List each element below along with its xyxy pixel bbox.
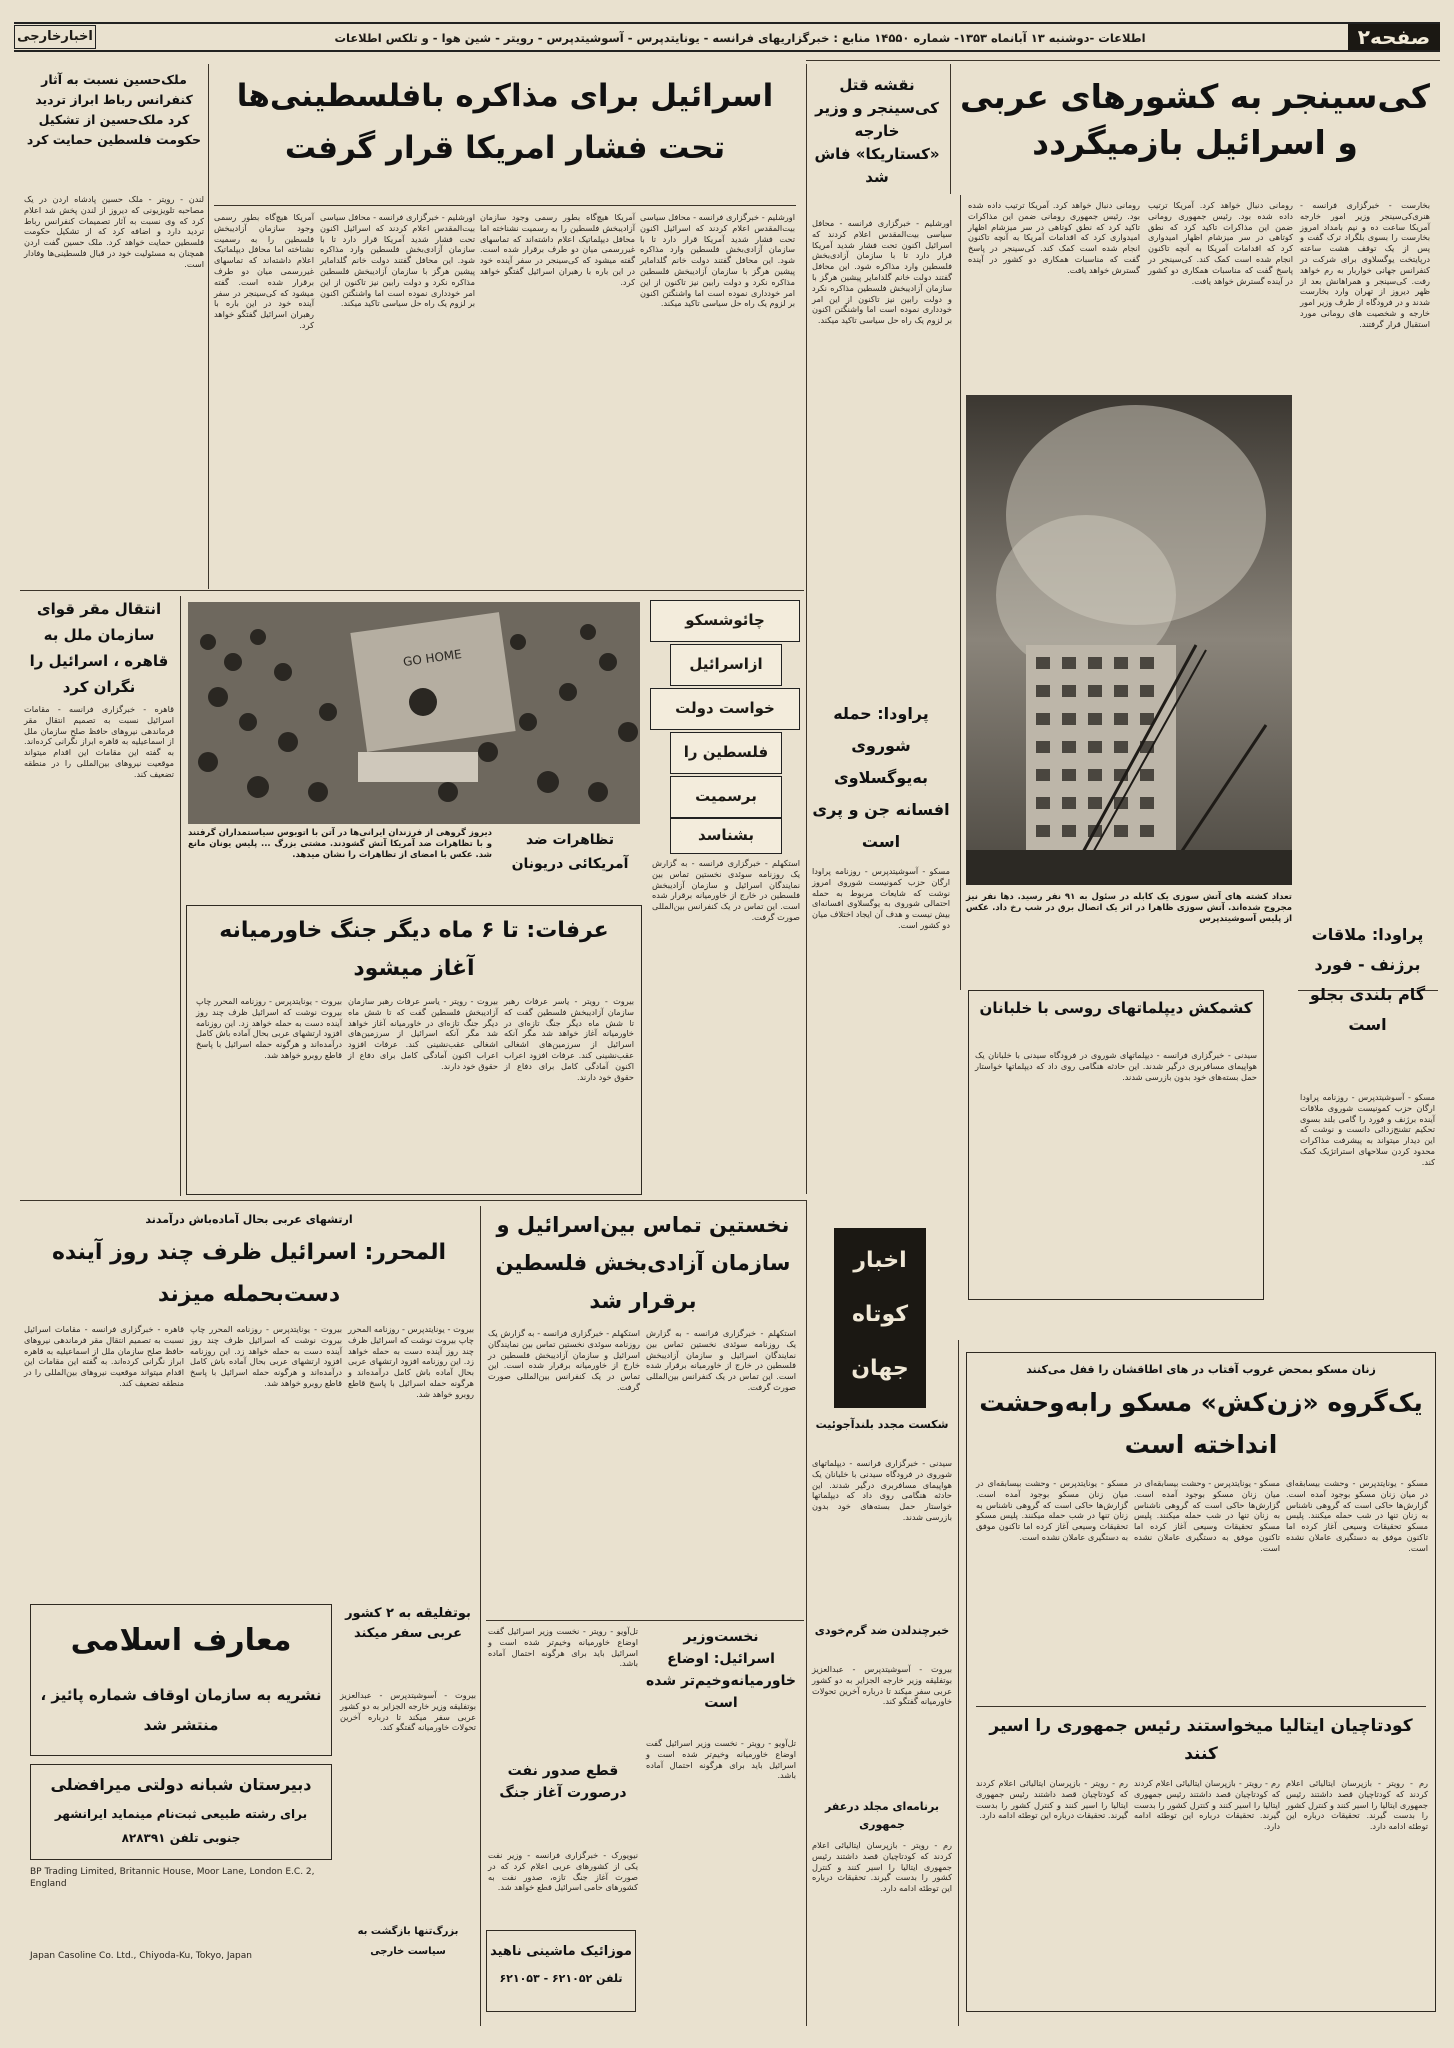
article-first-contact-col-1: استکهلم - خبرگزاری فرانسه - به گزارش یک روزنامه سوئدی نخستین تماس بین نمایندگان اسرائیل و سازمان آزادیبخش فلسطین در خارج از خاورمیانه برقرار شده است. این تماس در یک کنفرانس بین‌المللی صورت گرفت. bbox=[646, 1328, 796, 1392]
article-moscow-col-1: مسکو - یونایتدپرس - وحشت بیسابقه‌ای در میان زنان مسکو بوجود آمده است. گزارش‌ها حاکی است که گروهی ناشناس به زنان تنها در شب حمله میکنند. پلیس مسکو تحقیقات وسیعی آغاز کرده اما تاکنون موفق به دستگیری عاملان نشده است. bbox=[1286, 1478, 1428, 1553]
article-ceausescu: استکهلم - خبرگزاری فرانسه - به گزارش یک روزنامه سوئدی نخستین تماس بین نمایندگان اسرائیل و سازمان آزادیبخش فلسطین در خارج از خاورمیانه برقرار شده است. این تماس در یک کنفرانس بین‌المللی صورت گرفت. bbox=[652, 858, 800, 922]
ceausescu-full-headline bbox=[652, 852, 653, 853]
article-kissinger-col-2: رومانی دنبال خواهد کرد. آمریکا ترتیب داده شده بود. رئیس جمهوری رومانی ضمن این مذاکرات تاکید کرد که نطق کوتاهی در سر میزشام اظهار امیدواری کرد که اقدامات آمریکا به آنچه تاکنون انجام شده است کمک کند. کی‌سینجر در پاسخ گفت که مناسبات همکاری دو کشور در آینده گسترش خواهد یافت. bbox=[1148, 200, 1293, 286]
athens-photo-caption: دیروز گروهی از فرزندان ایرانی‌ها در آتن با اتوبوس سیاستمداران گرفتند و با تظاهرات ضد آمریکا آتش گشودند. مشتی بزرگ ... پلیس یونان مانع شد. عکس با امضای از تظاهرات را نشان میدهد. bbox=[188, 828, 492, 860]
headline-short-news: اخبار کوتاه جهان bbox=[851, 1248, 909, 1381]
fire-photo bbox=[966, 395, 1292, 885]
issue-line: اطلاعات -دوشنبه ۱۳ آبانماه ۱۳۵۳- شماره ۱۴۵۵۰ منابع : خبرگزاریهای فرانسه - یونایتدپرس - آسوشیتدپرس - رویتر - شین هوا - و تلکس اطلاعات bbox=[334, 31, 1146, 45]
short-news-item-3: برنامه‌ای مجلد درعفر جمهوری bbox=[824, 1800, 940, 1831]
article-kissinger-continued bbox=[1270, 1300, 1271, 1301]
ad-music-shop-phone: تلفن ۶۲۱۰۵۲ - ۶۲۱۰۵۳ bbox=[499, 1972, 623, 1985]
article-arafat-col-3: بیروت - یونایتدپرس - روزنامه المحرر چاپ بیروت نوشت که اسرائیل ظرف چند روز آینده دست به حمله خواهد زد. این روزنامه افزود ارتشهای عربی بحال آماده باش کامل درآمده‌اند و هرگونه حمله اسرائیل با پاسخ قاطع روبرو خواهد شد. bbox=[196, 996, 342, 1060]
headline-kissinger: کی‌سینجر به کشورهای عربی و اسرائیل بازمیگردد bbox=[960, 77, 1430, 162]
ad-islamic-subtitle: نشریه به سازمان اوقاف شماره پائیز ، منتشر شد bbox=[40, 1686, 322, 1734]
headline-moscow-women: یک‌گروه «زن‌کش» مسکو رابه‌وحشت انداخته است bbox=[979, 1388, 1423, 1459]
headline-israel-negotiation: اسرائیل برای مذاکره بافلسطینی‌ها تحت فشار امریکا قرار گرفت bbox=[236, 78, 774, 166]
headline-bourguiba: بزرگ‌تنها بازگشت به سیاست خارجی bbox=[357, 1926, 459, 1957]
article-italy-col-3: رم - رویتر - بازپرسان ایتالیائی اعلام کردند که کودتاچیان قصد داشتند رئیس جمهوری ایتالیا را اسیر کنند و کنترل کشور را بدست گیرند. تحقیقات درباره این توطئه ادامه دارد. bbox=[976, 1778, 1128, 1821]
ceausescu-chip-4: فلسطین را bbox=[670, 732, 782, 774]
ad-english-1: BP Trading Limited, Britannic House, Moor Lane, London E.C. 2, England bbox=[30, 1867, 315, 1889]
short-news-body-1: سیدنی - خبرگزاری فرانسه - دیپلماتهای شوروی در فرودگاه سیدنی با خلبانان یک هواپیمای مسافربری درگیر شدند. این حادثه هنگامی روی داد که دیپلماتها خواستار حمل بسته‌های خود بدون بازرسی شدند. bbox=[812, 1458, 952, 1522]
ad-islamic-title: معارف اسلامی bbox=[70, 1623, 292, 1658]
athens-photo bbox=[188, 602, 640, 824]
headline-first-contact: نخستین تماس بین‌اسرائیل و سازمان آزادی‌بخش فلسطین برقرار شد bbox=[495, 1213, 791, 1313]
headline-hussein: ملک‌حسین نسبت به آثار کنفرانس رباط ابراز تردید کرد ملک‌حسین از تشکیل حکومت فلسطین حمایت کرد bbox=[26, 72, 202, 147]
ad-school-title: دبیرستان شبانه دولتی میرافضلی bbox=[50, 1775, 312, 1794]
headline-moscow-kicker: زنان مسکو بمحض غروب آفتاب در های اطاقشان را قفل می‌کنند bbox=[1026, 1363, 1376, 1376]
ceausescu-chip-6: بشناسد bbox=[670, 818, 782, 854]
masthead bbox=[14, 22, 1440, 52]
article-hussein: لندن - رویتر - ملک حسین پادشاه اردن در یک مصاحبه تلویزیونی که دیروز از لندن پخش شد اعلام کرد که وی نسبت به آثار تصمیمات کنفرانس رباط تردید دارد و اضافه کرد که از تشکیل حکومت فلسطین حمایت خواهد کرد. ملک حسین گفت اردن همچنان به مسئولیت خود در قبال فلسطینی‌ها وفادار است. bbox=[24, 194, 204, 269]
article-kissinger-col-3: رومانی دنبال خواهد کرد. آمریکا ترتیب داده شده بود. رئیس جمهوری رومانی ضمن این مذاکرات تاکید کرد که نطق کوتاهی در سر میزشام اظهار امیدواری کرد که اقدامات آمریکا به آنچه تاکنون انجام شده است کمک کند. کی‌سینجر در پاسخ گفت که مناسبات همکاری دو کشور در آینده گسترش خواهد یافت. bbox=[968, 200, 1140, 275]
article-moharrer-col-1: بیروت - یونایتدپرس - روزنامه المحرر چاپ بیروت نوشت که اسرائیل ظرف چند روز آینده دست به حمله خواهد زد. این روزنامه افزود ارتشهای عربی بحال آماده باش کامل درآمده‌اند و هرگونه حمله اسرائیل با پاسخ قاطع روبرو خواهد شد. bbox=[348, 1324, 474, 1399]
article-moscow-col-3: مسکو - یونایتدپرس - وحشت بیسابقه‌ای در میان زنان مسکو بوجود آمده است. گزارش‌ها حاکی است که گروهی ناشناس به زنان تنها در شب حمله میکنند. پلیس مسکو تحقیقات وسیعی آغاز کرده اما تاکنون موفق به دستگیری عاملان نشده است. bbox=[976, 1478, 1128, 1542]
headline-bouteflika: بوتفلیقه به ۲ کشور عربی سفر میکند bbox=[345, 1606, 471, 1641]
headline-arab-armies: ارتشهای عربی بحال آماده‌باش درآمدند bbox=[145, 1213, 353, 1226]
short-news-body-3: رم - رویتر - بازپرسان ایتالیائی اعلام کردند که کودتاچیان قصد داشتند رئیس جمهوری ایتالیا را اسیر کنند و کنترل کشور را بدست گیرند. تحقیقات درباره این توطئه ادامه دارد. bbox=[812, 1840, 952, 1894]
ad-school-subtitle: برای رشته طبیعی ثبت‌نام مینماید ایرانشهر جنوبی تلفن ۸۲۸۳۹۱ bbox=[54, 1807, 308, 1845]
article-oil-cut: نیویورک - خبرگزاری فرانسه - وزیر نفت یکی از کشورهای عربی اعلام کرد که در صورت آغاز جنگ تازه، صدور نفت به کشورهای حامی اسرائیل قطع خواهد شد. bbox=[488, 1850, 638, 1893]
headline-italy-kidnap: کودتاچیان ایتالیا میخواستند رئیس جمهوری را اسیر کنند bbox=[989, 1716, 1413, 1764]
short-news-item-1: شکست مجدد بلندآجوئیت bbox=[815, 1418, 949, 1431]
svg-text:GO HOME: GO HOME bbox=[402, 647, 463, 670]
ad-music-shop-title: موزائیک ماشینی ناهید bbox=[490, 1944, 632, 1959]
article-plot-col: اورشلیم - خبرگزاری فرانسه - محافل سیاسی بیت‌المقدس اعلام کردند که اسرائیل اکنون تحت فشار شدید آمریکا قرار دارد تا با سازمان آزادی‌بخش فلسطین وارد مذاکره شود. این محافل گفتند دولت خانم گلدامایر پیشین هرگز با سازمان آزادیبخش فلسطین مذاکره نکرد و دولت رابین نیز تاکنون از این امر خودداری نموده است اما واشنگتن اکنون بر لزوم یک راه حل سیاسی تاکید میکند. bbox=[812, 218, 952, 326]
headline-pravda-attack: پراودا: حمله شوروی به‌یوگسلاوی افسانه جن و پری است bbox=[812, 704, 950, 851]
fire-photo-caption: تعداد کشته های آتش سوزی یک کابله در سئول به ۹۱ نفر رسید. دها نفر نیز مجروح شده‌اند. آتش سوزی ظاهرا در اثر یک اتصال برق در شب رخ داد. عکس از پلیس آسوشیتدپرس bbox=[966, 892, 1292, 924]
article-negotiation-col-2: آمریکا هیچ‌گاه بطور رسمی وجود سازمان آزادیبخش فلسطین را به رسمیت نشناخته اما محافل دیپلماتیک اعلام داشته‌اند که تماسهای غیررسمی میان دو طرف برقرار شده است. گفته میشود که کی‌سینجر در سفر آینده خود در این باره با رهبران اسرائیل گفتگو خواهد کرد. bbox=[480, 212, 635, 287]
headline-diplomats: کشمکش دیپلماتهای روسی با خلبانان bbox=[979, 999, 1253, 1017]
ceausescu-headline-stack bbox=[652, 600, 800, 852]
ceausescu-chip-5: برسمیت bbox=[670, 776, 782, 818]
short-news-item-2: خبرچندلدن ضد گرم‌خودی bbox=[814, 1624, 950, 1637]
short-news-list bbox=[812, 1416, 952, 2016]
headline-oil-cut: قطع صدور نفت درصورت آغاز جنگ bbox=[499, 1763, 627, 1801]
ceausescu-chip-1: چائوشسکو bbox=[650, 600, 800, 642]
article-un-move: قاهره - خبرگزاری فرانسه - مقامات اسرائیل نسبت به تصمیم انتقال مقر فرماندهی نیروهای حافظ صلح سازمان ملل از اسماعیلیه به قاهره ابراز نگرانی کرده‌اند. به گفته این مقامات این اقدام میتواند موقعیت نیروهای بین‌المللی را در منطقه تضعیف کند. bbox=[24, 704, 174, 779]
headline-israel-tension: اسرائیل: اوضاع خاورمیانه‌وخیم‌تر شده است bbox=[646, 1651, 796, 1711]
ceausescu-chip-2: ازاسرائیل bbox=[670, 644, 782, 686]
article-negotiation-col-4: آمریکا هیچ‌گاه بطور رسمی وجود سازمان آزادیبخش فلسطین را به رسمیت نشناخته اما محافل دیپلماتیک اعلام داشته‌اند که تماسهای غیررسمی میان دو طرف برقرار شده است. گفته میشود که کی‌سینجر در سفر آینده خود در این باره با رهبران اسرائیل گفتگو خواهد کرد. bbox=[214, 212, 314, 330]
article-italy-col-2: رم - رویتر - بازپرسان ایتالیائی اعلام کردند که کودتاچیان قصد داشتند رئیس جمهوری ایتالیا را اسیر کنند و کنترل کشور را بدست گیرند. تحقیقات درباره این توطئه ادامه دارد. bbox=[1134, 1778, 1280, 1832]
headline-pravda-brezhnev: پراودا: ملاقات برژنف - فورد گام بلندی بجلو است bbox=[1309, 925, 1426, 1034]
article-arafat-col-1: بیروت - رویتر - یاسر عرفات رهبر سازمان آزادیبخش فلسطین گفت که تا شش ماه دیگر جنگ تازه‌ای در خاورمیانه آغاز خواهد شد مگر آنکه اسرائیل از سرزمین‌های اشغالی عقب‌نشینی کند. عرفات افزود اعراب اکنون آمادگی کامل برای دفاع از حقوق خود دارند. bbox=[504, 996, 634, 1082]
article-italy-col-1: رم - رویتر - بازپرسان ایتالیائی اعلام کردند که کودتاچیان قصد داشتند رئیس جمهوری ایتالیا را اسیر کنند و کنترل کشور را بدست گیرند. تحقیقات درباره این توطئه ادامه دارد. bbox=[1286, 1778, 1428, 1832]
headline-athens-demo: تظاهرات ضد آمریکائی دریونان bbox=[511, 832, 629, 872]
article-pravda-brezhnev: مسکو - آسوشیتدپرس - روزنامه پراودا ارگان حزب کمونیست شوروی ملاقات آینده برژنف و فورد را گامی بلند بسوی تحکیم تشنج‌زدائی دانست و نوشت که این دیدار میتواند به پیشرفت مذاکرات محدود کردن سلاحهای استراتژیک کمک کند. bbox=[1300, 1092, 1435, 1167]
article-bourguiba: تل‌آویو - رویتر - نخست وزیر اسرائیل گفت اوضاع خاورمیانه وخیم‌تر شده است و اسرائیل باید برای هرگونه احتمال آماده باشد. bbox=[488, 1626, 638, 1669]
article-arafat-col-2: بیروت - رویتر - یاسر عرفات رهبر سازمان آزادیبخش فلسطین گفت که تا شش ماه دیگر جنگ تازه‌ای در خاورمیانه آغاز خواهد شد مگر آنکه اسرائیل از سرزمین‌های اشغالی عقب‌نشینی کند. عرفات افزود اعراب اکنون آمادگی کامل برای دفاع از حقوق خود دارند. bbox=[348, 996, 498, 1071]
article-bouteflika: بیروت - آسوشیتدپرس - عبدالعزیز بوتفلیقه وزیر خارجه الجزایر به دو کشور عربی سفر میکند تا درباره آخرین تحولات خاورمیانه گفتگو کند. bbox=[340, 1690, 476, 1733]
article-first-contact-col-2: استکهلم - خبرگزاری فرانسه - به گزارش یک روزنامه سوئدی نخستین تماس بین نمایندگان اسرائیل و سازمان آزادیبخش فلسطین در خارج از خاورمیانه برقرار شده است. این تماس در یک کنفرانس بین‌المللی صورت گرفت. bbox=[488, 1328, 640, 1392]
page-label: صفحه۲ bbox=[1348, 24, 1440, 50]
article-kissinger-col-1: بخارست - خبرگزاری فرانسه - هنری‌کی‌سینجر وزیر امور خارجه آمریکا ساعت ده و نیم بامداد امروز بخارست را بسوی بلگراد ترک گفت و پس از یک توقف هشت ساعته درپایتخت یوگسلاوی برای شرکت در کنفرانس جهانی خواربار به رم خواهد رفت. کی‌سینجر و همراهانش بعد از ظهر دیروز از تهران وارد بخارست شدند و در فرودگاه از طرف وزیر امور خارجه و شخصیت های رومانی مورد استقبال قرار گرفتند. bbox=[1300, 200, 1430, 329]
article-moharrer-col-2: بیروت - یونایتدپرس - روزنامه المحرر چاپ بیروت نوشت که اسرائیل ظرف چند روز آینده دست به حمله خواهد زد. این روزنامه افزود ارتشهای عربی بحال آماده باش کامل درآمده‌اند و هرگونه حمله اسرائیل با پاسخ قاطع روبرو خواهد شد. bbox=[190, 1324, 342, 1388]
article-moharrer-col-3: قاهره - خبرگزاری فرانسه - مقامات اسرائیل نسبت به تصمیم انتقال مقر فرماندهی نیروهای حافظ صلح سازمان ملل از اسماعیلیه به قاهره ابراز نگرانی کرده‌اند. به گفته این مقامات این اقدام میتواند موقعیت نیروهای بین‌المللی را در منطقه تضعیف کند. bbox=[24, 1324, 184, 1388]
headline-un-move: انتقال مقر قوای سازمان ملل به قاهره ، اسرائیل را نگران کرد bbox=[29, 600, 169, 696]
article-diplomats: سیدنی - خبرگزاری فرانسه - دیپلماتهای شوروی در فرودگاه سیدنی با خلبانان یک هواپیمای مسافربری درگیر شدند. این حادثه هنگامی روی داد که دیپلماتها خواستار حمل بسته‌های خود بدون بازرسی شدند. bbox=[975, 1050, 1257, 1082]
article-negotiation-col-3: اورشلیم - خبرگزاری فرانسه - محافل سیاسی بیت‌المقدس اعلام کردند که اسرائیل اکنون تحت فشار شدید آمریکا قرار دارد تا با سازمان آزادی‌بخش فلسطین وارد مذاکره شود. این محافل گفتند دولت خانم گلدامایر پیشین هرگز با سازمان آزادیبخش فلسطین مذاکره نکرد و دولت رابین نیز تاکنون از این امر خودداری نموده است اما واشنگتن اکنون بر لزوم یک راه حل سیاسی تاکید میکند. bbox=[320, 212, 475, 309]
headline-kissinger-plot: نقشه قتل کی‌سینجر و وزیر خارجه «کستاریکا» فاش شد bbox=[814, 76, 940, 186]
headline-first-minister: نخست‌وزیر bbox=[683, 1629, 759, 1645]
section-label: اخبارخارجی bbox=[14, 25, 96, 49]
ad-english-2: Japan Casoline Co. Ltd., Chiyoda-Ku, Tokyo, Japan bbox=[30, 1951, 252, 1961]
ceausescu-chip-3: خواست دولت bbox=[650, 688, 800, 730]
short-news-body-2: بیروت - آسوشیتدپرس - عبدالعزیز بوتفلیقه وزیر خارجه الجزایر به دو کشور عربی سفر میکند تا درباره آخرین تحولات خاورمیانه گفتگو کند. bbox=[812, 1664, 952, 1707]
article-pravda-attack: مسکو - آسوشیتدپرس - روزنامه پراودا ارگان حزب کمونیست شوروی امروز نوشت که شایعات مربوط به حمله احتمالی شوروی به یوگسلاوی افسانه‌ای بیش نیست و هدف آن ایجاد اختلاف میان دو کشور است. bbox=[812, 866, 950, 930]
article-moscow-col-2: مسکو - یونایتدپرس - وحشت بیسابقه‌ای در میان زنان مسکو بوجود آمده است. گزارش‌ها حاکی است که گروهی ناشناس به زنان تنها در شب حمله میکنند. پلیس مسکو تحقیقات وسیعی آغاز کرده اما تاکنون موفق به دستگیری عاملان نشده است. bbox=[1134, 1478, 1280, 1553]
headline-arafat: عرفات: تا ۶ ماه دیگر جنگ خاورمیانه آغاز میشود bbox=[219, 918, 609, 981]
article-negotiation-col-1: اورشلیم - خبرگزاری فرانسه - محافل سیاسی بیت‌المقدس اعلام کردند که اسرائیل اکنون تحت فشار شدید آمریکا قرار دارد تا با سازمان آزادی‌بخش فلسطین وارد مذاکره شود. این محافل گفتند دولت خانم گلدامایر پیشین هرگز با سازمان آزادیبخش فلسطین مذاکره نکرد و دولت رابین نیز تاکنون از این امر خودداری نموده است اما واشنگتن اکنون بر لزوم یک راه حل سیاسی تاکید میکند. bbox=[640, 212, 795, 309]
article-israel-tension: تل‌آویو - رویتر - نخست وزیر اسرائیل گفت اوضاع خاورمیانه وخیم‌تر شده است و اسرائیل باید برای هرگونه احتمال آماده باشد. bbox=[646, 1738, 796, 1781]
headline-al-moharrer: المحرر: اسرائیل ظرف چند روز آینده دست‌بحمله میزند bbox=[51, 1240, 447, 1307]
